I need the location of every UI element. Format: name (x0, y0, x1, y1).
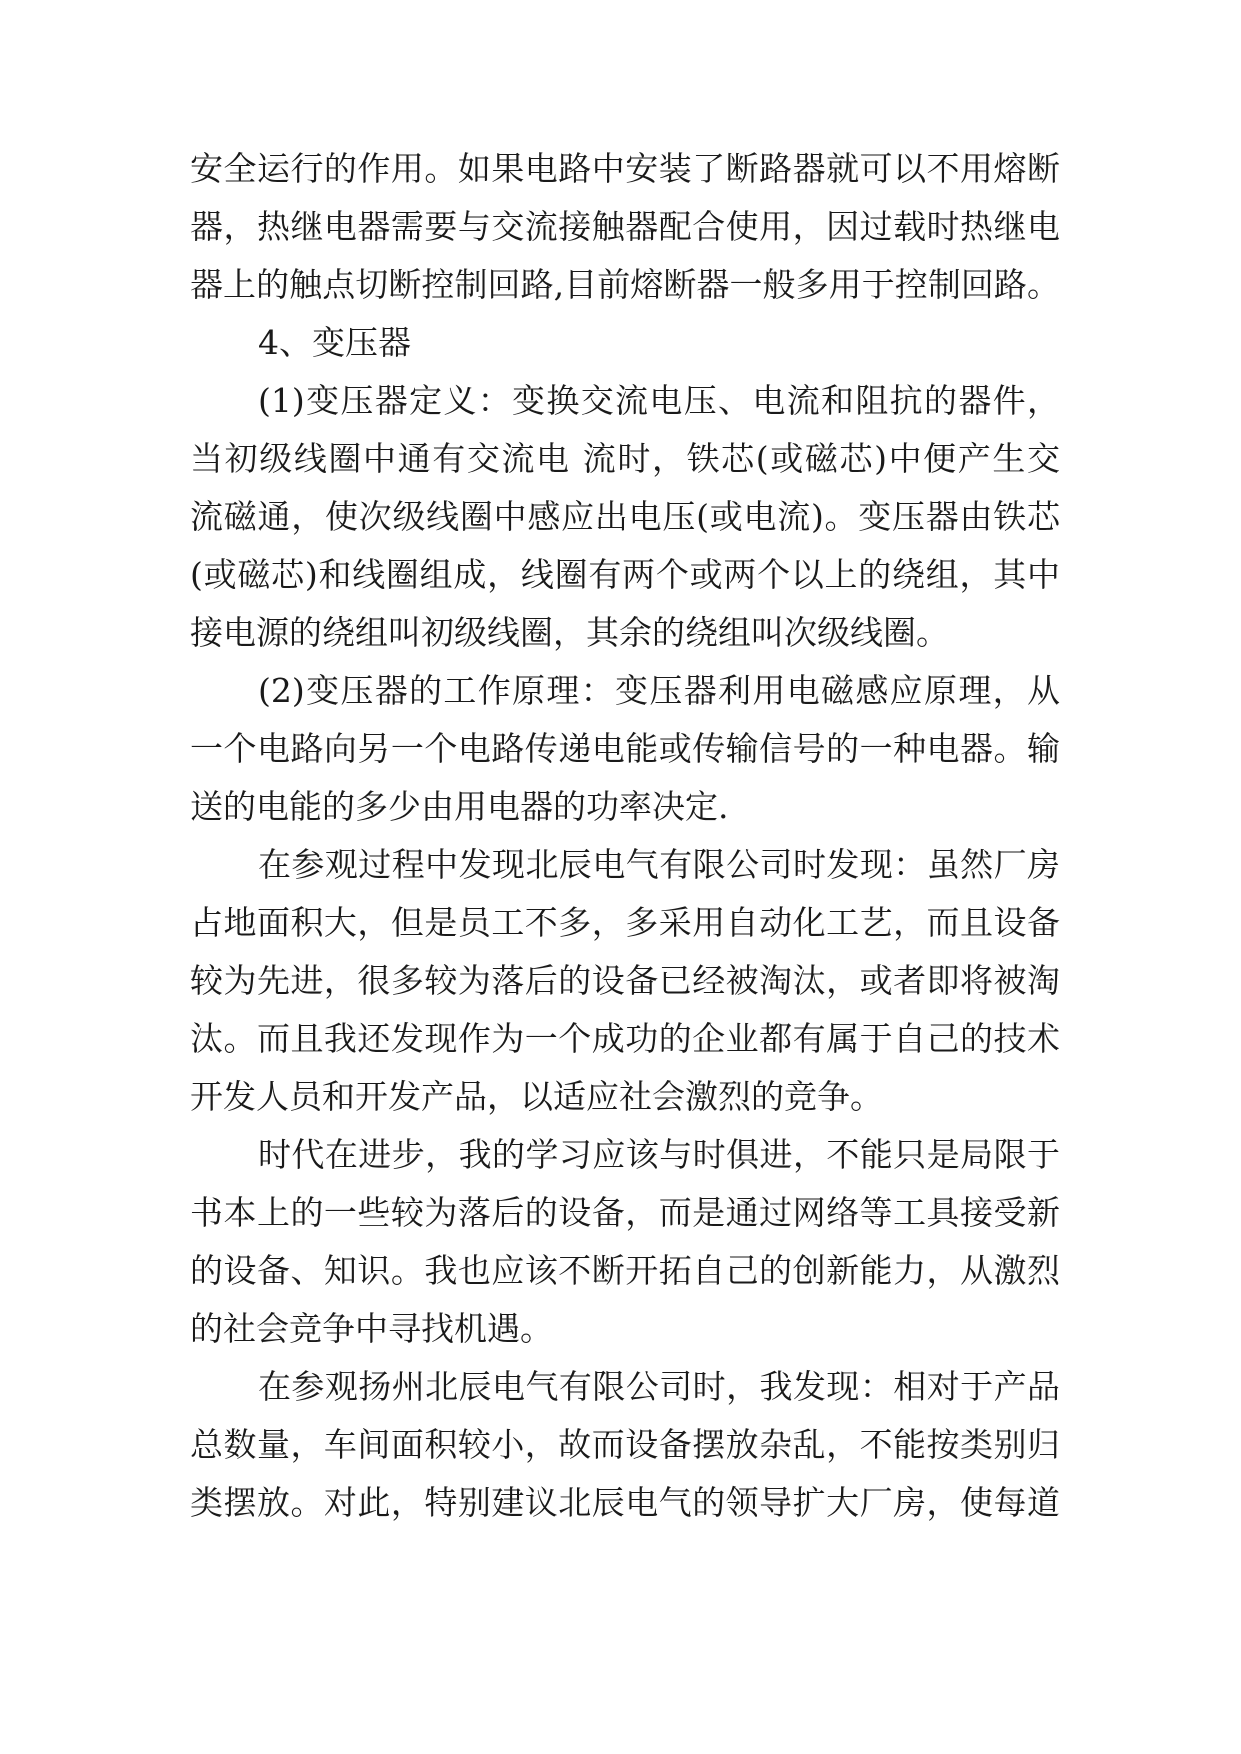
text-line: 的设备、知识。我也应该不断开拓自己的创新能力，从激烈 (190, 1251, 1060, 1290)
text-line: 安全运行的作用。如果电路中安装了断路器就可以不用熔断 (190, 149, 1060, 188)
text-line: 接电源的绕组叫初级线圈，其余的绕组叫次级线圈。 (190, 613, 949, 652)
text-line: 开发人员和开发产品，以适应社会激烈的竞争。 (190, 1077, 883, 1116)
text-line: 一个电路向另一个电路传递电能或传输信号的一种电器。输 (190, 729, 1060, 768)
text-line: 时代在进步，我的学习应该与时俱进，不能只是局限于 (258, 1135, 1060, 1174)
text-line: 的社会竞争中寻找机遇。 (190, 1309, 553, 1348)
text-line: 器，热继电器需要与交流接触器配合使用，因过载时热继电 (190, 207, 1060, 246)
text-line: 在参观过程中发现北辰电气有限公司时发现：虽然厂房 (258, 845, 1060, 884)
text-line: 当初级线圈中通有交流电 流时，铁芯(或磁芯)中便产生交 (190, 439, 1060, 478)
text-line: 器上的触点切断控制回路,目前熔断器一般多用于控制回路。 (190, 265, 1060, 304)
text-line: 书本上的一些较为落后的设备，而是通过网络等工具接受新 (190, 1193, 1060, 1232)
text-line: (2)变压器的工作原理：变压器利用电磁感应原理，从 (258, 671, 1060, 710)
text-line: 送的电能的多少由用电器的功率决定. (190, 787, 729, 826)
text-line: 占地面积大，但是员工不多，多采用自动化工艺，而且设备 (190, 903, 1060, 942)
text-line: 汰。而且我还发现作为一个成功的企业都有属于自己的技术 (190, 1019, 1060, 1058)
text-line: 总数量，车间面积较小，故而设备摆放杂乱，不能按类别归 (190, 1425, 1060, 1464)
section-heading: 4、变压器 (258, 323, 411, 362)
text-line: (1)变压器定义：变换交流电压、电流和阻抗的器件， (258, 381, 1060, 420)
text-line: 较为先进，很多较为落后的设备已经被淘汰，或者即将被淘 (190, 961, 1060, 1000)
text-line: 在参观扬州北辰电气有限公司时，我发现：相对于产品 (258, 1367, 1060, 1406)
text-line: (或磁芯)和线圈组成，线圈有两个或两个以上的绕组，其中 (190, 555, 1060, 594)
text-line: 流磁通，使次级线圈中感应出电压(或电流)。变压器由铁芯 (190, 497, 1060, 536)
text-line: 类摆放。对此，特别建议北辰电气的领导扩大厂房，使每道 (190, 1483, 1060, 1522)
